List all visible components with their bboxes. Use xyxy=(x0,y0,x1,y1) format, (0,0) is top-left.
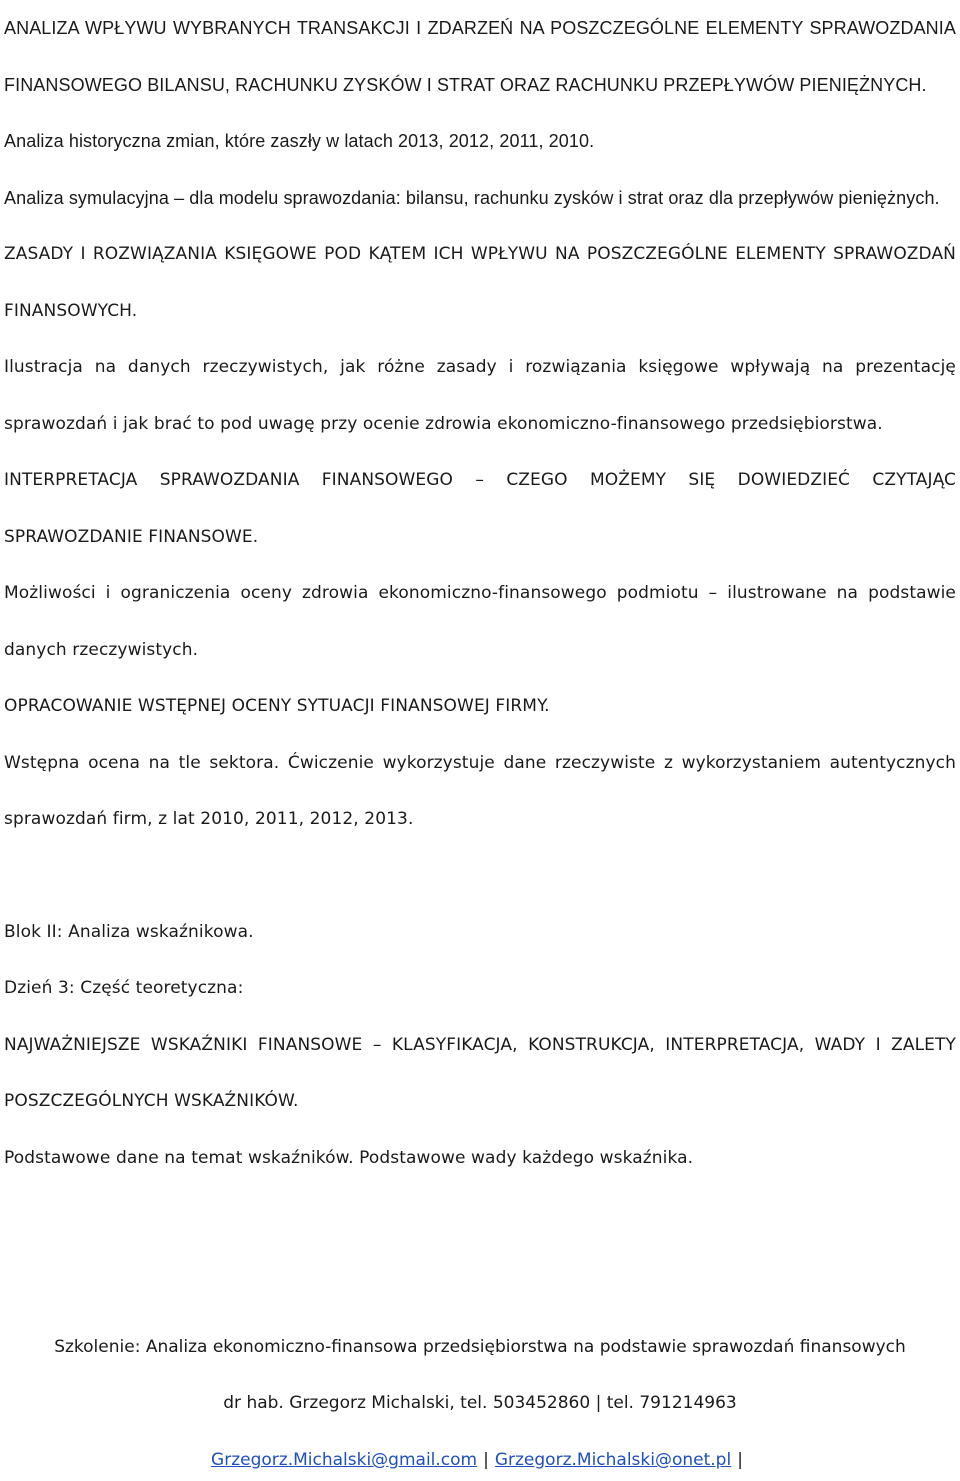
footer-course: Szkolenie: Analiza ekonomiczno-finansowa przedsiębiorstwa na podstawie sprawozdań finansowych xyxy=(54,1337,906,1357)
section-heading: NAJWAŻNIEJSZE WSKAŹNIKI FINANSOWE – KLASYFIKACJA, KONSTRUKCJA, INTERPRETACJA, WADY I ZALETY POSZCZEGÓLNYCH WSKAŹNIKÓW. xyxy=(4,1034,956,1111)
paragraph: Możliwości i ograniczenia oceny zdrowia ekonomiczno-finansowego podmiotu – ilustrowane na podstawie danych rzeczywistych. xyxy=(4,583,956,660)
paragraph: Ilustracja na danych rzeczywistych, jak różne zasady i rozwiązania księgowe wpływają na prezentację sprawozdań i jak brać to pod uwagę przy ocenie zdrowia ekonomiczno-finansowego przedsiębiorstwa. xyxy=(4,357,956,434)
separator: | xyxy=(737,1450,743,1470)
footer-emails xyxy=(0,1450,960,1470)
paragraph: Analiza historyczna zmian, które zaszły w latach 2013, 2012, 2011, 2010. xyxy=(4,131,595,151)
paragraph: Wstępna ocena na tle sektora. Ćwiczenie wykorzystuje dane rzeczywiste z wykorzystaniem autentycznych sprawozdań firm, z lat 2010, 2011, 2012, 2013. xyxy=(4,752,956,829)
day-title: Dzień 3: Część teoretyczna: xyxy=(4,978,244,998)
footer-contact: dr hab. Grzegorz Michalski, tel. 503452860 | tel. 791214963 xyxy=(223,1393,737,1413)
section-heading: OPRACOWANIE WSTĘPNEJ OCENY SYTUACJI FINANSOWEJ FIRMY. xyxy=(4,696,550,716)
blank-line xyxy=(4,848,956,904)
section-heading: ANALIZA WPŁYWU WYBRANYCH TRANSAKCJI I ZDARZEŃ NA POSZCZEGÓLNE ELEMENTY SPRAWOZDANIA FINANSOWEGO BILANSU, RACHUNKU ZYSKÓW I STRAT ORAZ RACHUNKU PRZEPŁYWÓW PIENIĘŻNYCH. xyxy=(4,18,956,95)
email-link-onet[interactable]: Grzegorz.Michalski@onet.pl xyxy=(494,1450,732,1470)
paragraph: Podstawowe dane na temat wskaźników. Podstawowe wady każdego wskaźnika. xyxy=(4,1147,694,1168)
document-body xyxy=(4,0,956,1186)
paragraph: Analiza symulacyjna – dla modelu sprawozdania: bilansu, rachunku zysków i strat oraz dla przepływów pieniężnych. xyxy=(4,187,940,208)
section-heading: INTERPRETACJA SPRAWOZDANIA FINANSOWEGO – CZEGO MOŻEMY SIĘ DOWIEDZIEĆ CZYTAJĄC SPRAWOZDANIE FINANSOWE. xyxy=(4,470,956,547)
email-link-gmail[interactable]: Grzegorz.Michalski@gmail.com xyxy=(211,1450,478,1470)
section-heading: ZASADY I ROZWIĄZANIA KSIĘGOWE POD KĄTEM ICH WPŁYWU NA POSZCZEGÓLNE ELEMENTY SPRAWOZDAŃ FINANSOWYCH. xyxy=(4,244,956,321)
block-title: Blok II: Analiza wskaźnikowa. xyxy=(4,921,254,942)
separator: | xyxy=(483,1450,489,1470)
